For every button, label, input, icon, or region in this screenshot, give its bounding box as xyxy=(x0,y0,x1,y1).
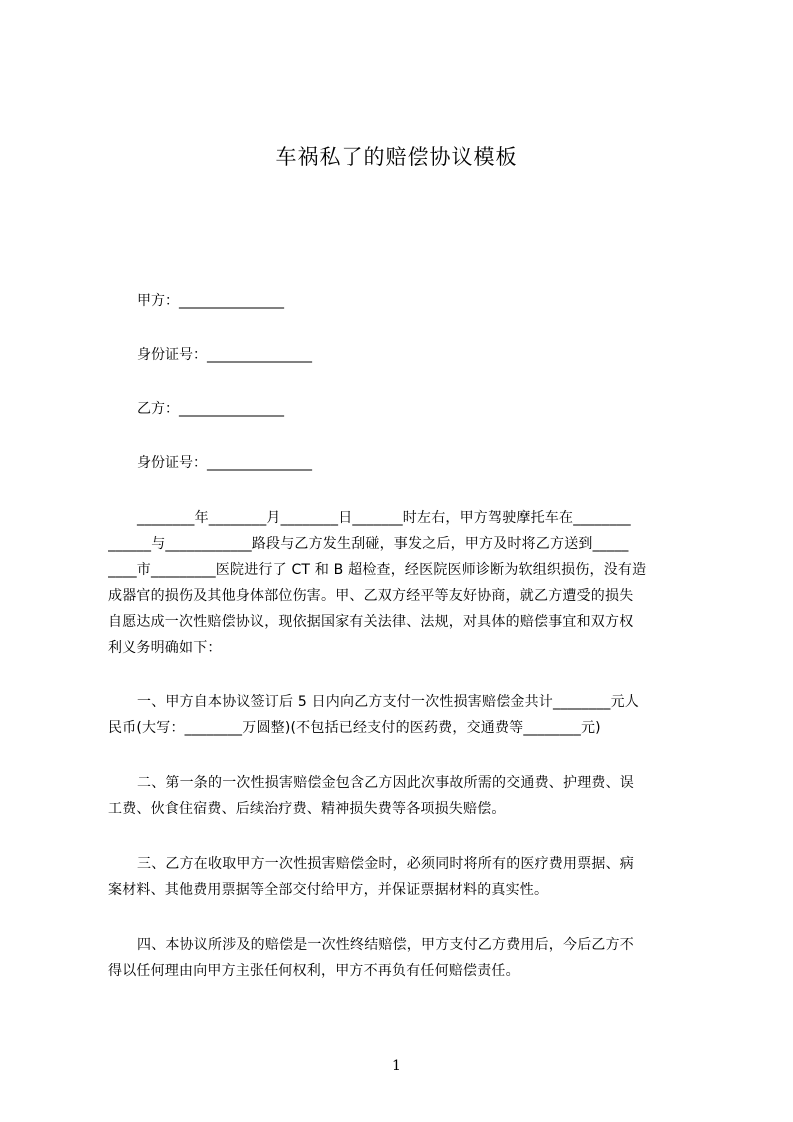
clause-line: 工费、伙食住宿费、后续治疗费、精神损失费等各项损失赔偿。 xyxy=(108,801,506,817)
clause-2 xyxy=(108,770,700,822)
intro-line: 自愿达成一次性赔偿协议，现依据国家有关法律、法规，对具体的赔偿事宜和双方权 xyxy=(108,614,634,630)
party-b-id-field: 身份证号：_______________ xyxy=(137,455,312,471)
intro-line: 成器官的损伤及其他身体部位伤害。甲、乙双方经平等友好协商，就乙方遭受的损失 xyxy=(108,588,634,604)
party-a-field: 甲方：_______________ xyxy=(137,293,284,309)
intro-line: ______与____________路段与乙方发生刮碰，事发之后，甲方及时将乙方送到_____ xyxy=(108,536,629,552)
clause-line: 民币(大写：________万圆整)(不包括已经支付的医药费，交通费等________元) xyxy=(108,720,601,736)
intro-line: ________年________月________日_______时左右，甲方驾驶摩托车在________ xyxy=(137,510,631,526)
clause-line: 案材料、其他费用票据等全部交付给甲方，并保证票据材料的真实性。 xyxy=(108,882,549,898)
clause-4 xyxy=(108,932,700,984)
clause-line: 一、甲方自本协议签订后 5 日内向乙方支付一次性损害赔偿金共计________元人 xyxy=(137,694,640,710)
clause-3 xyxy=(108,851,700,903)
intro-line: ____市_________医院进行了 CT 和 B 超检查，经医院医师诊断为软组织损伤，没有造 xyxy=(108,562,647,578)
party-a-id-field: 身份证号：_______________ xyxy=(137,347,312,363)
page-number: 1 xyxy=(392,1058,401,1074)
clause-line: 得以任何理由向甲方主张任何权利，甲方不再负有任何赔偿责任。 xyxy=(108,963,520,979)
party-b-field: 乙方：_______________ xyxy=(137,401,284,417)
document-title: 车祸私了的赔偿协议模板 xyxy=(275,145,518,169)
clause-line: 四、本协议所涉及的赔偿是一次性终结赔偿，甲方支付乙方费用后，今后乙方不 xyxy=(137,937,634,953)
clause-line: 三、乙方在收取甲方一次性损害赔偿金时，必须同时将所有的医疗费用票据、病 xyxy=(137,856,634,872)
clause-1 xyxy=(108,689,700,741)
clause-line: 二、第一条的一次性损害赔偿金包含乙方因此次事故所需的交通费、护理费、误 xyxy=(137,775,634,791)
intro-paragraph xyxy=(108,505,700,661)
intro-line: 利义务明确如下： xyxy=(108,640,222,656)
